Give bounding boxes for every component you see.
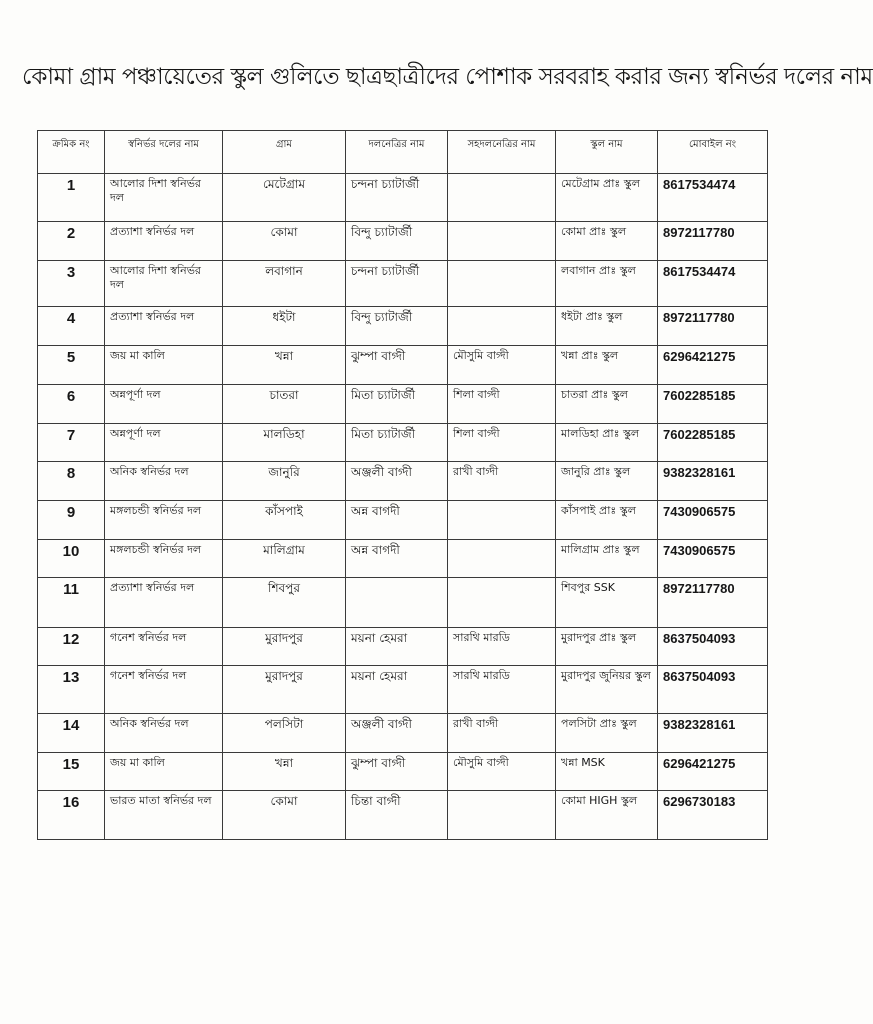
- row-serial-no: 11: [38, 578, 105, 628]
- row-co-leader-name: [448, 174, 556, 222]
- row-school-name: খন্না প্রাঃ স্কুল: [556, 346, 658, 385]
- row-school-name: মালডিহা প্রাঃ স্কুল: [556, 424, 658, 462]
- row-mobile-no: 8972117780: [658, 307, 768, 346]
- row-co-leader-name: [448, 578, 556, 628]
- table-row: [38, 501, 768, 540]
- row-co-leader-name: [448, 501, 556, 540]
- row-leader-name: [346, 578, 448, 628]
- header-leader-name: দলনেত্রির নাম: [346, 131, 448, 174]
- row-mobile-no: 6296421275: [658, 346, 768, 385]
- row-group-name: আলোর দিশা স্বনির্ভর দল: [105, 261, 223, 307]
- table-row: [38, 346, 768, 385]
- header-group-name: স্বনির্ভর দলের নাম: [105, 131, 223, 174]
- table-header-row: [38, 131, 768, 174]
- row-serial-no: 5: [38, 346, 105, 385]
- table-row: [38, 424, 768, 462]
- row-co-leader-name: [448, 307, 556, 346]
- row-co-leader-name: মৌসুমি বাগ্দী: [448, 753, 556, 791]
- row-co-leader-name: [448, 540, 556, 578]
- row-village: মেটেগ্রাম: [223, 174, 346, 222]
- table-row: [38, 385, 768, 424]
- table-row: [38, 174, 768, 222]
- row-school-name: শিবপুর SSK: [556, 578, 658, 628]
- table-row: [38, 666, 768, 714]
- row-serial-no: 10: [38, 540, 105, 578]
- row-serial-no: 15: [38, 753, 105, 791]
- row-mobile-no: 6296421275: [658, 753, 768, 791]
- row-serial-no: 12: [38, 628, 105, 666]
- row-mobile-no: 8972117780: [658, 222, 768, 261]
- row-school-name: মালিগ্রাম প্রাঃ স্কুল: [556, 540, 658, 578]
- row-serial-no: 4: [38, 307, 105, 346]
- row-village: মুরাদপুর: [223, 666, 346, 714]
- row-group-name: ভারত মাতা স্বনির্ভর দল: [105, 791, 223, 840]
- row-co-leader-name: সারথি মারডি: [448, 628, 556, 666]
- row-village: মালডিহা: [223, 424, 346, 462]
- row-mobile-no: 7602285185: [658, 385, 768, 424]
- row-co-leader-name: মৌসুমি বাগ্দী: [448, 346, 556, 385]
- header-village: গ্রাম: [223, 131, 346, 174]
- shg-school-table: [37, 130, 768, 840]
- row-leader-name: অন্ন বাগদী: [346, 501, 448, 540]
- row-leader-name: চন্দনা চ্যাটার্জী: [346, 174, 448, 222]
- row-serial-no: 8: [38, 462, 105, 501]
- row-leader-name: অন্ন বাগদী: [346, 540, 448, 578]
- row-school-name: পলসিটা প্রাঃ স্কুল: [556, 714, 658, 753]
- row-serial-no: 14: [38, 714, 105, 753]
- row-mobile-no: 9382328161: [658, 462, 768, 501]
- row-village: খন্না: [223, 753, 346, 791]
- row-group-name: অনিক স্বনির্ভর দল: [105, 714, 223, 753]
- row-school-name: খন্না MSK: [556, 753, 658, 791]
- row-leader-name: চন্দনা চ্যাটার্জী: [346, 261, 448, 307]
- header-serial-no: ক্রমিক নং: [38, 131, 105, 174]
- row-school-name: কোমা প্রাঃ স্কুল: [556, 222, 658, 261]
- row-leader-name: বিন্দু চ্যাটার্জী: [346, 307, 448, 346]
- row-mobile-no: 7602285185: [658, 424, 768, 462]
- row-school-name: মুরাদপুর জুনিয়র স্কুল: [556, 666, 658, 714]
- row-village: ধইটা: [223, 307, 346, 346]
- row-village: পলসিটা: [223, 714, 346, 753]
- row-serial-no: 6: [38, 385, 105, 424]
- row-village: লবাগান: [223, 261, 346, 307]
- row-village: জানুরি: [223, 462, 346, 501]
- row-serial-no: 3: [38, 261, 105, 307]
- table-row: [38, 261, 768, 307]
- header-school-name: স্কুল নাম: [556, 131, 658, 174]
- row-mobile-no: 6296730183: [658, 791, 768, 840]
- row-school-name: কাঁসপাই প্রাঃ স্কুল: [556, 501, 658, 540]
- row-mobile-no: 8617534474: [658, 174, 768, 222]
- row-serial-no: 1: [38, 174, 105, 222]
- row-village: কোমা: [223, 791, 346, 840]
- row-mobile-no: 8637504093: [658, 628, 768, 666]
- row-group-name: আলোর দিশা স্বনির্ভর দল: [105, 174, 223, 222]
- row-group-name: জয় মা কালি: [105, 753, 223, 791]
- row-school-name: ধইটা প্রাঃ স্কুল: [556, 307, 658, 346]
- row-co-leader-name: রাখী বাগ্দী: [448, 462, 556, 501]
- table-row: [38, 462, 768, 501]
- row-co-leader-name: [448, 791, 556, 840]
- header-co-leader-name: সহদলনেত্রির নাম: [448, 131, 556, 174]
- row-mobile-no: 9382328161: [658, 714, 768, 753]
- table-row: [38, 628, 768, 666]
- row-school-name: মুরাদপুর প্রাঃ স্কুল: [556, 628, 658, 666]
- row-village: মুরাদপুর: [223, 628, 346, 666]
- row-serial-no: 16: [38, 791, 105, 840]
- row-serial-no: 13: [38, 666, 105, 714]
- row-leader-name: অঞ্জলী বাগ্দী: [346, 714, 448, 753]
- row-group-name: অন্নপূর্ণা দল: [105, 424, 223, 462]
- row-serial-no: 7: [38, 424, 105, 462]
- row-leader-name: চিন্তা বাগ্দী: [346, 791, 448, 840]
- row-group-name: মঙ্গলচন্ডী স্বনির্ভর দল: [105, 540, 223, 578]
- row-co-leader-name: শিলা বাগ্দী: [448, 385, 556, 424]
- row-group-name: গনেশ স্বনির্ভর দল: [105, 628, 223, 666]
- row-leader-name: ঝুম্পা বাগ্দী: [346, 346, 448, 385]
- row-village: মালিগ্রাম: [223, 540, 346, 578]
- row-leader-name: অঞ্জলী বাগ্দী: [346, 462, 448, 501]
- row-group-name: প্রত্যাশা স্বনির্ভর দল: [105, 222, 223, 261]
- table-row: [38, 307, 768, 346]
- row-co-leader-name: [448, 222, 556, 261]
- row-serial-no: 9: [38, 501, 105, 540]
- row-group-name: জয় মা কালি: [105, 346, 223, 385]
- row-group-name: অনিক স্বনির্ভর দল: [105, 462, 223, 501]
- row-leader-name: মিতা চ্যাটার্জী: [346, 385, 448, 424]
- row-school-name: জানুরি প্রাঃ স্কুল: [556, 462, 658, 501]
- row-village: কোমা: [223, 222, 346, 261]
- row-serial-no: 2: [38, 222, 105, 261]
- table-row: [38, 222, 768, 261]
- row-co-leader-name: শিলা বাগ্দী: [448, 424, 556, 462]
- row-mobile-no: 8617534474: [658, 261, 768, 307]
- row-leader-name: ময়না হেমরা: [346, 666, 448, 714]
- row-school-name: লবাগান প্রাঃ স্কুল: [556, 261, 658, 307]
- row-village: খন্না: [223, 346, 346, 385]
- row-group-name: প্রত্যাশা স্বনির্ভর দল: [105, 307, 223, 346]
- row-school-name: মেটেগ্রাম প্রাঃ স্কুল: [556, 174, 658, 222]
- row-school-name: কোমা HIGH স্কুল: [556, 791, 658, 840]
- row-group-name: প্রত্যাশা স্বনির্ভর দল: [105, 578, 223, 628]
- row-leader-name: ঝুম্পা বাগ্দী: [346, 753, 448, 791]
- row-group-name: মঙ্গলচন্ডী স্বনির্ভর দল: [105, 501, 223, 540]
- row-village: কাঁসপাই: [223, 501, 346, 540]
- header-mobile-no: মোবাইল নং: [658, 131, 768, 174]
- row-mobile-no: 7430906575: [658, 540, 768, 578]
- row-mobile-no: 8637504093: [658, 666, 768, 714]
- row-leader-name: ময়না হেমরা: [346, 628, 448, 666]
- row-co-leader-name: রাখী বাগ্দী: [448, 714, 556, 753]
- row-group-name: অন্নপূর্ণা দল: [105, 385, 223, 424]
- row-co-leader-name: সারথি মারডি: [448, 666, 556, 714]
- table-row: [38, 753, 768, 791]
- row-village: শিবপুর: [223, 578, 346, 628]
- row-leader-name: বিন্দু চ্যাটার্জী: [346, 222, 448, 261]
- row-group-name: গনেশ স্বনির্ভর দল: [105, 666, 223, 714]
- row-mobile-no: 7430906575: [658, 501, 768, 540]
- table-row: [38, 540, 768, 578]
- table-row: [38, 791, 768, 840]
- row-mobile-no: 8972117780: [658, 578, 768, 628]
- row-co-leader-name: [448, 261, 556, 307]
- row-leader-name: মিতা চ্যাটার্জী: [346, 424, 448, 462]
- page-title: কোমা গ্রাম পঞ্চায়েতের স্কুল গুলিতে ছাত্রছাত্রীদের পোশাক সরবরাহ করার জন্য স্বনির্ভর দলের নাম: [22, 64, 873, 90]
- row-school-name: চাতরা প্রাঃ স্কুল: [556, 385, 658, 424]
- table-row: [38, 578, 768, 628]
- row-village: চাতরা: [223, 385, 346, 424]
- table-row: [38, 714, 768, 753]
